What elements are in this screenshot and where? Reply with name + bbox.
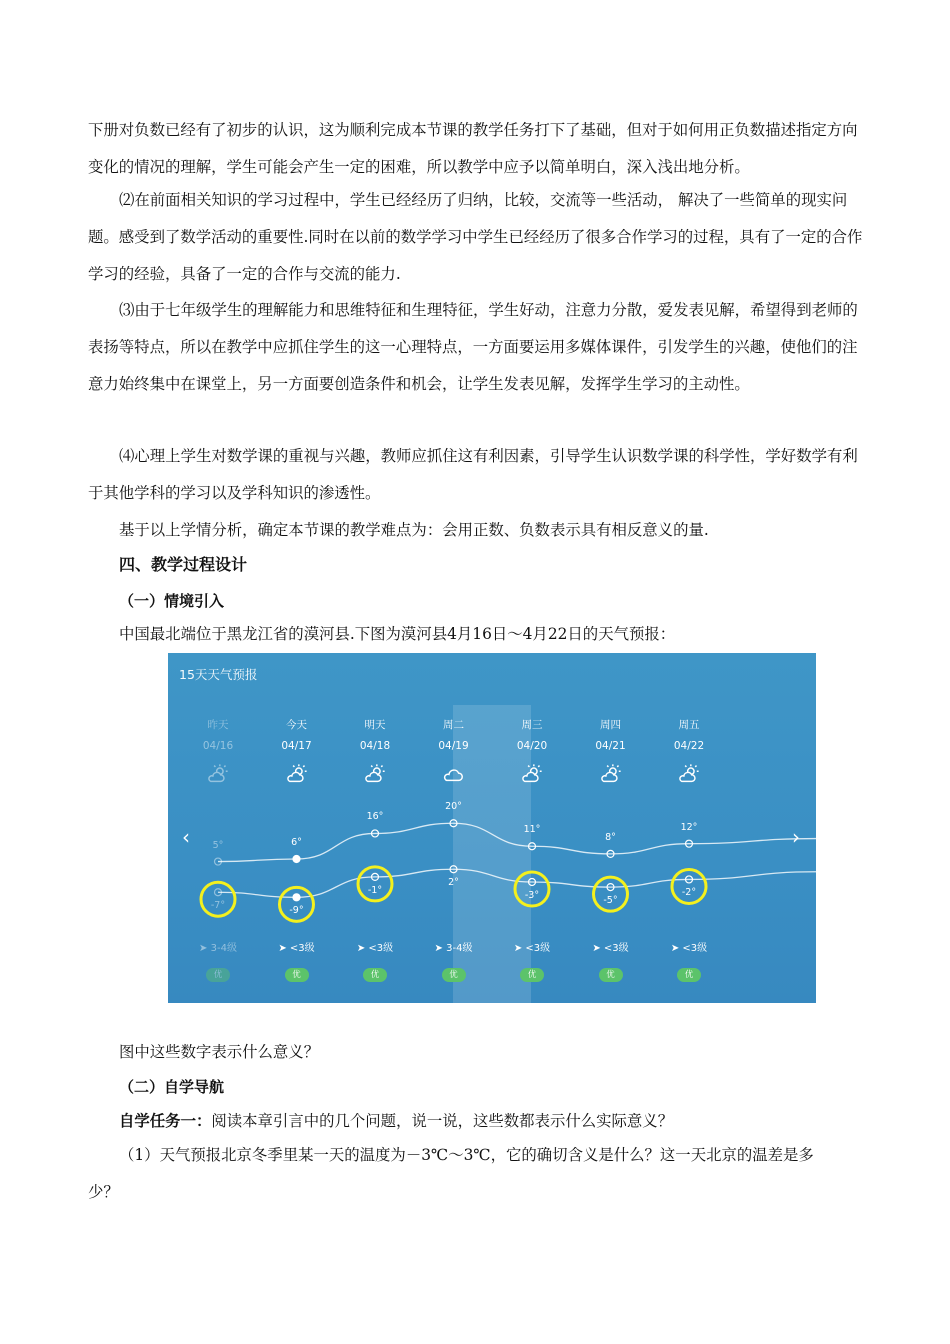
question-1-line-2: 少？ [88, 1183, 119, 1201]
date-label: 04/17 [281, 740, 312, 752]
subsection-heading-2: （二）自学导航 [119, 1078, 225, 1096]
temperature-chart [168, 653, 816, 1003]
next-arrow-icon: › [792, 825, 800, 849]
high-temp-label: 5° [212, 839, 224, 851]
task-text: 阅读本章引言中的几个问题，说一说，这些数都表示什么实际意义？ [211, 1112, 674, 1130]
high-temp-label: 6° [291, 837, 302, 848]
high-temp-label: 12° [680, 821, 698, 833]
paragraph-2: ⑵在前面相关知识的学习过程中，学生已经经历了归纳，比较，交流等一些活动， 解决了一些简单的现实问题。感受到了数学活动的重要性.同时在以前的数学学习中学生已经经历了很多合作学习的过程，具有了一定的合作学习的经验，具备了一定的合作与交流的能力. [88, 191, 863, 283]
wind-label: ➤ 3-4级 [434, 943, 473, 954]
high-temp-point [293, 856, 300, 863]
date-label: 04/22 [673, 740, 705, 752]
low-temp-label: -9° [289, 905, 304, 917]
low-temp-label: 2° [448, 877, 459, 889]
weather-forecast-figure [168, 653, 816, 1003]
wind-label: ➤ <3级 [513, 943, 551, 954]
low-temp-label: -5° [603, 895, 618, 907]
day-label: 周四 [600, 719, 621, 731]
wind-label: ➤ <3级 [356, 943, 394, 954]
subsection-heading-1: （一）情境引入 [119, 592, 225, 610]
question-1-line-1: （1）天气预报北京冬季里某一天的温度为－3℃～3℃，它的确切含义是什么？这一天北京的温差是多 [119, 1146, 814, 1164]
air-quality-badge: 优 [520, 968, 544, 982]
date-label: 04/18 [359, 740, 391, 752]
high-temp-label: 11° [523, 824, 541, 836]
wind-label: ➤ 3-4级 [199, 943, 237, 954]
air-quality-badge: 优 [363, 968, 387, 982]
paragraph-5: 基于以上学情分析，确定本节课的教学难点为：会用正数、负数表示具有相反意义的量. [119, 521, 709, 539]
high-temp-label: 16° [366, 811, 384, 823]
air-quality-badge: 优 [677, 968, 701, 982]
air-quality-badge: 优 [206, 968, 230, 982]
paragraph-3: ⑶由于七年级学生的理解能力和思维特征和生理特征，学生好动，注意力分散，爱发表见解，希望得到老师的表扬等特点，所以在教学中应抓住学生的这一心理特点，一方面要运用多媒体课件，引发学生的兴趣，使他们的注意力始终集中在课堂上，另一方面要创造条件和机会，让学生发表见解，发挥学生学习的主动性。 [88, 301, 858, 393]
question-text: 图中这些数字表示什么意义？ [119, 1043, 320, 1061]
day-label: 周三 [521, 719, 543, 731]
intro-text: 中国最北端位于黑龙江省的漠河县.下图为漠河县4月16日～4月22日的天气预报： [119, 625, 676, 643]
day-label: 今天 [286, 719, 307, 731]
paragraph-1: 下册对负数已经有了初步的认识，这为顺利完成本节课的教学任务打下了基础，但对于如何用正负数描述指定方向变化的情况的理解，学生可能会产生一定的困难，所以教学中应予以简单明白，深入浅出地分析。 [88, 121, 858, 176]
high-temp-label: 20° [445, 801, 462, 813]
high-temp-label: 8° [605, 831, 616, 843]
paragraph-4: ⑷心理上学生对数学课的重视与兴趣，教师应抓住这有利因素，引导学生认识数学课的科学性，学好数学有利于其他学科的学习以及学科知识的渗透性。 [88, 447, 858, 502]
low-temp-label: -7° [210, 900, 226, 912]
air-quality-badge: 优 [442, 968, 466, 982]
section-heading: 四、教学过程设计 [119, 555, 248, 574]
wind-label: ➤ <3级 [592, 943, 629, 954]
day-label: 明天 [364, 719, 386, 731]
day-label: 周二 [443, 719, 464, 731]
date-label: 04/19 [438, 740, 469, 752]
date-label: 04/20 [516, 740, 548, 752]
wind-label: ➤ <3级 [278, 943, 315, 954]
date-label: 04/21 [595, 740, 626, 752]
low-temp-label: -2° [681, 887, 697, 899]
date-label: 04/16 [202, 740, 234, 752]
prev-arrow-icon: ‹ [182, 825, 190, 849]
air-quality-badge: 优 [285, 968, 309, 982]
day-label: 周五 [678, 719, 700, 731]
weather-title: 15天天气预报 [179, 667, 258, 682]
low-temp-label: -1° [367, 884, 383, 896]
low-temp-label: -3° [524, 890, 540, 901]
task-label: 自学任务一： [119, 1112, 212, 1130]
task-line [119, 1109, 673, 1131]
wind-label: ➤ <3级 [670, 943, 708, 954]
air-quality-badge: 优 [599, 968, 623, 982]
low-temp-point [293, 894, 300, 901]
day-label: 昨天 [207, 719, 229, 731]
